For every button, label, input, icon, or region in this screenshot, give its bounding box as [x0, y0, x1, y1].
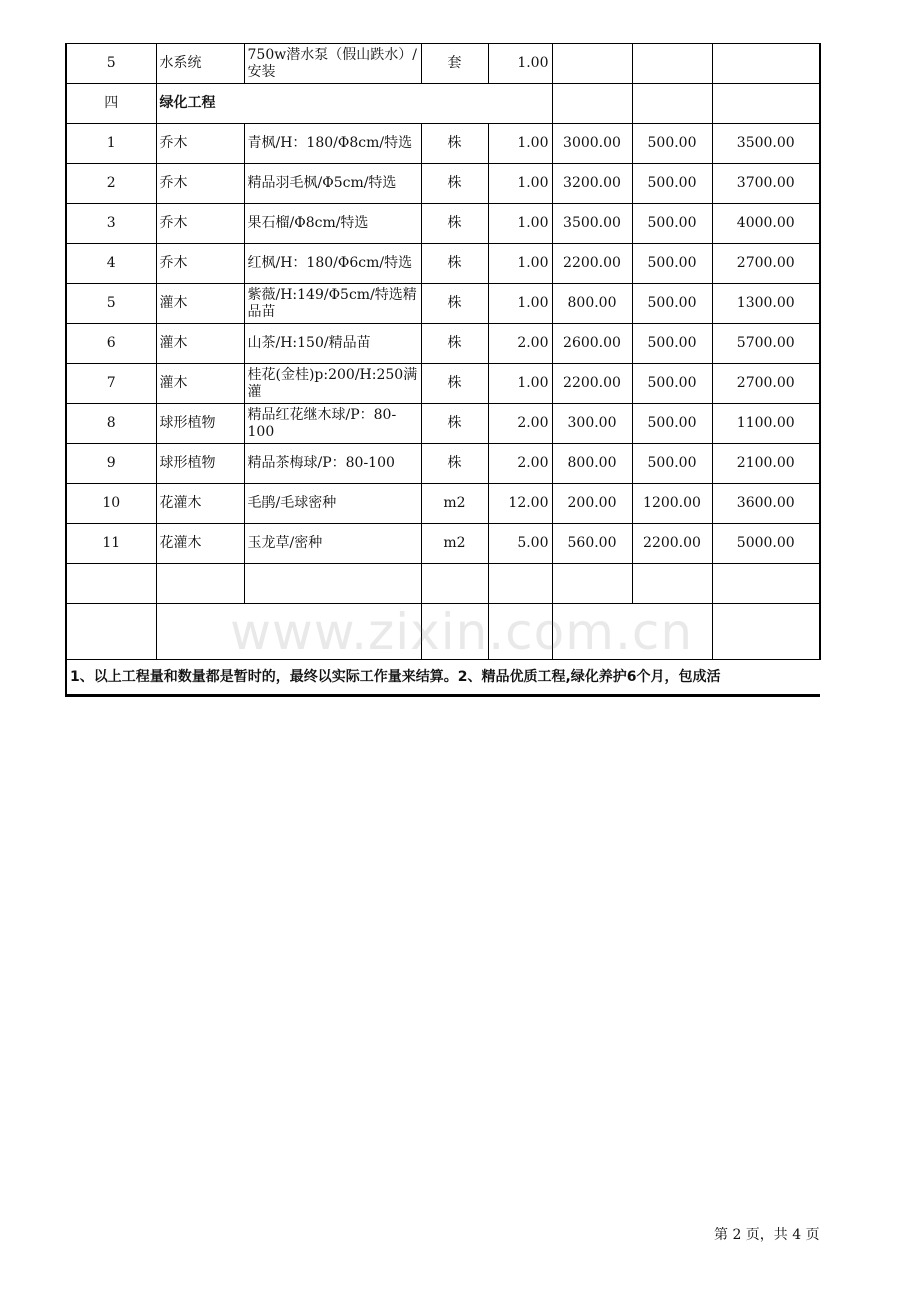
item-qty: 1.00: [488, 44, 552, 84]
item-name: 乔木: [156, 244, 244, 284]
item-price: 3500.00: [552, 204, 632, 244]
footnote: 1、以上工程量和数量都是暂时的，最终以实际工作量来结算。2、精品优质工程,绿化养护6个月，包成活: [66, 660, 820, 696]
table-row: [66, 44, 820, 84]
item-unit: m2: [421, 524, 488, 564]
item-name: 灌木: [156, 324, 244, 364]
row-number: 2: [66, 164, 156, 204]
section-row: [66, 84, 820, 124]
item-unit: 株: [421, 444, 488, 484]
table-row: [66, 204, 820, 244]
item-unit: 株: [421, 244, 488, 284]
row-number: 11: [66, 524, 156, 564]
empty-cell: [66, 564, 156, 604]
table-row: [66, 244, 820, 284]
item-unit: 株: [421, 204, 488, 244]
item-qty: 2.00: [488, 324, 552, 364]
item-total: 5000.00: [712, 524, 820, 564]
empty-cell: [66, 604, 156, 660]
table-row: [66, 524, 820, 564]
item-name: 灌木: [156, 364, 244, 404]
item-spec: 紫薇/H:149/Φ5cm/特选精品苗: [244, 284, 421, 324]
item-total: 3700.00: [712, 164, 820, 204]
section-title: 绿化工程: [156, 84, 552, 124]
empty-cell: [712, 604, 820, 660]
item-labor: 2200.00: [632, 524, 712, 564]
item-name: 灌木: [156, 284, 244, 324]
section-number: 四: [66, 84, 156, 124]
quote-table: [65, 43, 821, 697]
item-spec: 毛鹃/毛球密种: [244, 484, 421, 524]
item-qty: 1.00: [488, 364, 552, 404]
empty-cell: [712, 84, 820, 124]
item-qty: 1.00: [488, 204, 552, 244]
item-total: 4000.00: [712, 204, 820, 244]
item-unit: 株: [421, 324, 488, 364]
item-labor: 500.00: [632, 164, 712, 204]
empty-row: [66, 564, 820, 604]
row-number: 1: [66, 124, 156, 164]
table-row: [66, 324, 820, 364]
row-number: 4: [66, 244, 156, 284]
item-total: 2100.00: [712, 444, 820, 484]
item-total: 2700.00: [712, 364, 820, 404]
item-total: 3600.00: [712, 484, 820, 524]
empty-cell: [156, 564, 244, 604]
item-name: 球形植物: [156, 444, 244, 484]
table-row: [66, 444, 820, 484]
row-number: 9: [66, 444, 156, 484]
row-number: 7: [66, 364, 156, 404]
item-price: 2200.00: [552, 244, 632, 284]
item-labor: 500.00: [632, 324, 712, 364]
item-unit: 株: [421, 404, 488, 444]
empty-cell: [632, 564, 712, 604]
item-unit: 株: [421, 284, 488, 324]
item-spec: 果石榴/Φ8cm/特选: [244, 204, 421, 244]
empty-cell: [712, 564, 820, 604]
item-unit: m2: [421, 484, 488, 524]
empty-cell: [552, 84, 632, 124]
item-total: 1100.00: [712, 404, 820, 444]
item-labor: [632, 44, 712, 84]
item-qty: 1.00: [488, 284, 552, 324]
item-spec: 红枫/H：180/Φ6cm/特选: [244, 244, 421, 284]
item-price: 300.00: [552, 404, 632, 444]
item-qty: 1.00: [488, 164, 552, 204]
item-price: [552, 44, 632, 84]
row-number: 10: [66, 484, 156, 524]
item-name: 花灌木: [156, 484, 244, 524]
item-unit: 株: [421, 364, 488, 404]
item-unit: 株: [421, 124, 488, 164]
item-price: 2600.00: [552, 324, 632, 364]
item-name: 球形植物: [156, 404, 244, 444]
item-spec: 750w潜水泵（假山跌水）/安装: [244, 44, 421, 84]
item-qty: 1.00: [488, 244, 552, 284]
item-spec: 山茶/H:150/精品苗: [244, 324, 421, 364]
item-name: 乔木: [156, 124, 244, 164]
row-number: 5: [66, 284, 156, 324]
item-qty: 5.00: [488, 524, 552, 564]
item-labor: 500.00: [632, 244, 712, 284]
row-number: 8: [66, 404, 156, 444]
item-price: 800.00: [552, 444, 632, 484]
item-unit: 株: [421, 164, 488, 204]
watermark: www.zixin.com.cn: [230, 603, 694, 661]
item-total: 2700.00: [712, 244, 820, 284]
item-spec: 青枫/H：180/Φ8cm/特选: [244, 124, 421, 164]
item-labor: 500.00: [632, 204, 712, 244]
item-spec: 精品羽毛枫/Φ5cm/特选: [244, 164, 421, 204]
page-number: 第 2 页，共 4 页: [714, 1227, 820, 1243]
item-labor: 500.00: [632, 404, 712, 444]
table-row: [66, 284, 820, 324]
table-row: [66, 124, 820, 164]
item-spec: 桂花(金桂)p:200/H:250满灌: [244, 364, 421, 404]
empty-cell: [632, 84, 712, 124]
empty-cell: [244, 564, 421, 604]
row-number: 5: [66, 44, 156, 84]
item-name: 水系统: [156, 44, 244, 84]
empty-cell: [552, 564, 632, 604]
item-name: 乔木: [156, 204, 244, 244]
item-total: 3500.00: [712, 124, 820, 164]
item-qty: 2.00: [488, 444, 552, 484]
item-qty: 12.00: [488, 484, 552, 524]
item-total: 1300.00: [712, 284, 820, 324]
item-spec: 玉龙草/密种: [244, 524, 421, 564]
item-labor: 500.00: [632, 284, 712, 324]
item-price: 2200.00: [552, 364, 632, 404]
item-price: 200.00: [552, 484, 632, 524]
table-row: [66, 484, 820, 524]
table-row: [66, 404, 820, 444]
item-labor: 500.00: [632, 364, 712, 404]
empty-cell: [488, 564, 552, 604]
item-qty: 1.00: [488, 124, 552, 164]
item-price: 3200.00: [552, 164, 632, 204]
row-number: 3: [66, 204, 156, 244]
item-total: [712, 44, 820, 84]
empty-cell: [421, 564, 488, 604]
table-row: [66, 164, 820, 204]
item-price: 560.00: [552, 524, 632, 564]
item-labor: 500.00: [632, 444, 712, 484]
item-qty: 2.00: [488, 404, 552, 444]
item-labor: 1200.00: [632, 484, 712, 524]
item-spec: 精品红花继木球/P：80-100: [244, 404, 421, 444]
item-spec: 精品茶梅球/P：80-100: [244, 444, 421, 484]
note-row: [66, 660, 820, 696]
item-price: 800.00: [552, 284, 632, 324]
item-price: 3000.00: [552, 124, 632, 164]
item-name: 乔木: [156, 164, 244, 204]
row-number: 6: [66, 324, 156, 364]
item-labor: 500.00: [632, 124, 712, 164]
table-row: [66, 364, 820, 404]
item-name: 花灌木: [156, 524, 244, 564]
item-total: 5700.00: [712, 324, 820, 364]
item-unit: 套: [421, 44, 488, 84]
